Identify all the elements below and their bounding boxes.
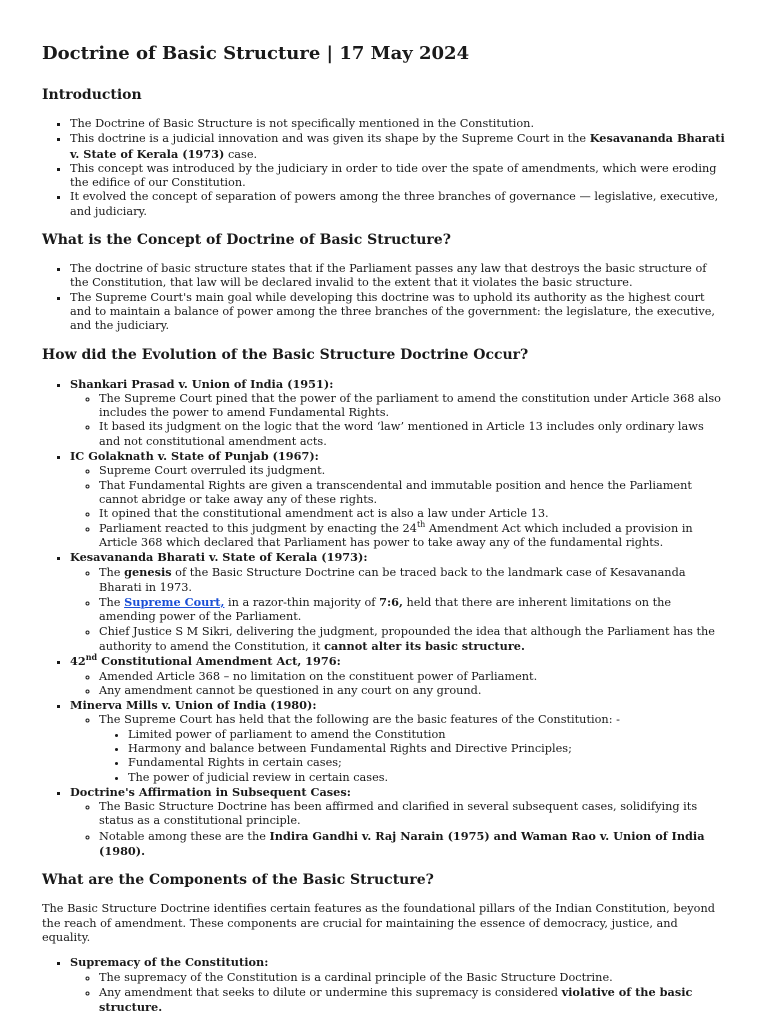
case-affirmation: ▪ Doctrine's Affirmation in Subsequent Cases: ◦ The Basic Structure Doctrine has been affirmed and clarified in several subsequent cases, solidifying its status as a constitutional principle. ◦ Notable among these are the Indira Gandhi v. Raj Narain (1975) and Waman Rao v. Union of India (1980). xyxy=(70,785,726,859)
list-item: ◦ Any amendment cannot be questioned in any court on any ground. xyxy=(99,684,726,698)
intro-list xyxy=(42,117,726,219)
list-item: ▪ The Supreme Court's main goal while developing this doctrine was to uphold its authority as the highest court and to maintain a balance of power among the three branches of the government: the legislature, the executive, and the judiciary. xyxy=(70,291,726,334)
intro-heading: Introduction xyxy=(42,87,142,103)
list-item: ◦ It based its judgment on the logic that the word ‘law’ mentioned in Article 13 includes only ordinary laws and not constitutional amendment acts. xyxy=(99,420,726,449)
list-item: ▪ The Doctrine of Basic Structure is not specifically mentioned in the Constitution. xyxy=(70,117,726,131)
concept-heading: What is the Concept of Doctrine of Basic Structure? xyxy=(42,232,451,249)
list-item: ◦ Any amendment that seeks to dilute or undermine this supremacy is considered violative of the basic structure. xyxy=(99,985,726,1016)
component-supremacy: ▪ Supremacy of the Constitution: ◦ The supremacy of the Constitution is a cardinal principle of the Basic Structure Doctrine. ◦ Any amendment that seeks to dilute or undermine this supremacy is considered violative of the basic structure. xyxy=(70,955,726,1015)
list-item: ◦ Supreme Court overruled its judgment. xyxy=(99,464,726,478)
page-title: Doctrine of Basic Structure | 17 May 2024 xyxy=(42,43,470,64)
list-item: ◦ Amended Article 368 – no limitation on the constituent power of Parliament. xyxy=(99,670,726,684)
list-item: ◦ The Supreme Court pined that the power of the parliament to amend the constitution under Article 368 also includes the power to amend Fundamental Rights. xyxy=(99,392,726,421)
list-item: • Fundamental Rights in certain cases; xyxy=(128,756,726,770)
list-item: ▪ It evolved the concept of separation of powers among the three branches of governance — legislative, executive, and judiciary. xyxy=(70,190,726,219)
list-item: ▪ This doctrine is a judicial innovation and was given its shape by the Supreme Court in the Kesavananda Bharati v. State of Kerala (1973) case. xyxy=(70,131,726,162)
components-heading: What are the Components of the Basic Structure? xyxy=(42,872,434,889)
evolution-heading: How did the Evolution of the Basic Structure Doctrine Occur? xyxy=(42,346,529,363)
list-item: ◦ Chief Justice S M Sikri, delivering the judgment, propounded the idea that although the Parliament has the authority to amend the Constitution, it cannot alter its basic structure. xyxy=(99,625,726,655)
evolution-list xyxy=(42,377,726,860)
case-kesavananda: ▪ Kesavananda Bharati v. State of Kerala (1973): ◦ The genesis of the Basic Structure Doctrine can be traced back to the landmark case of Kesavananda Bharati in 1973. ◦ The Supreme Court, in a razor-thin majority of 7:6, held that there are inherent limitations on the amending power of the Parliament. ◦ Chief Justice S M Sikri, delivering the judgment, propounded the idea that although the Parliament has the authority to amend the Constitution, it cannot alter its basic structure. xyxy=(70,550,726,654)
components-list xyxy=(42,955,726,1015)
supreme-court-link[interactable]: Supreme Court, xyxy=(124,595,225,610)
list-item: ◦ Parliament reacted to this judgment by enacting the 24th Amendment Act which included a provision in Article 368 which declared that Parliament has power to take away any of the fundamental rights. xyxy=(99,522,726,551)
case-minerva: ▪ Minerva Mills v. Union of India (1980): ◦ The Supreme Court has held that the following are the basic features of the Constitution: - • Limited power of parliament to amend the Constitution • Harmony and balance between Fundamental Rights and Directive Principles; • Fundamental Rights in certain cases; • The power of judicial review in certain cases. xyxy=(70,698,726,785)
list-item: ◦ The Basic Structure Doctrine has been affirmed and clarified in several subsequent cases, solidifying its status as a constitutional principle. xyxy=(99,800,726,829)
case-42nd-amendment: ▪ 42nd Constitutional Amendment Act, 1976: ◦ Amended Article 368 – no limitation on the constituent power of Parliament. ◦ Any amendment cannot be questioned in any court on any ground. xyxy=(70,654,726,698)
list-item: ◦ The supremacy of the Constitution is a cardinal principle of the Basic Structure Doctrine. xyxy=(99,971,726,985)
list-item: ◦ The genesis of the Basic Structure Doctrine can be traced back to the landmark case of Kesavananda Bharati in 1973. xyxy=(99,565,726,595)
list-item: • Limited power of parliament to amend the Constitution xyxy=(128,728,726,742)
case-shankari: ▪ Shankari Prasad v. Union of India (1951): ◦ The Supreme Court pined that the power of the parliament to amend the constitution under Article 368 also includes the power to amend Fundamental Rights. ◦ It based its judgment on the logic that the word ‘law’ mentioned in Article 13 includes only ordinary laws and not constitutional amendment acts. xyxy=(70,377,726,449)
list-item: ◦ Notable among these are the Indira Gandhi v. Raj Narain (1975) and Waman Rao v. Union of India (1980). xyxy=(99,829,726,860)
list-item: • The power of judicial review in certain cases. xyxy=(128,771,726,785)
case-golaknath: ▪ IC Golaknath v. State of Punjab (1967): ◦ Supreme Court overruled its judgment. ◦ That Fundamental Rights are given a transcendental and immutable position and hence the Parliament cannot abridge or take away any of these rights. ◦ It opined that the constitutional amendment act is also a law under Article 13. ◦ Parliament reacted to this judgment by enacting the 24th Amendment Act which included a provision in Article 368 which declared that Parliament has power to take away any of the fundamental rights. xyxy=(70,449,726,550)
list-item: ◦ That Fundamental Rights are given a transcendental and immutable position and hence the Parliament cannot abridge or take away any of these rights. xyxy=(99,479,726,508)
list-item: ▪ This concept was introduced by the judiciary in order to tide over the spate of amendments, which were eroding the edifice of our Constitution. xyxy=(70,162,726,191)
components-paragraph: The Basic Structure Doctrine identifies certain features as the foundational pillars of the Indian Constitution, beyond the reach of amendment. These components are crucial for maintaining the essence of democracy, justice, and equality. xyxy=(42,902,715,944)
list-item: ▪ The doctrine of basic structure states that if the Parliament passes any law that destroys the basic structure of the Constitution, that law will be declared invalid to the extent that it violates the basic structure. xyxy=(70,262,726,291)
list-item: • Harmony and balance between Fundamental Rights and Directive Principles; xyxy=(128,742,726,756)
list-item: ◦ The Supreme Court has held that the following are the basic features of the Constitution: - • Limited power of parliament to amend the Constitution • Harmony and balance between Fundamental Rights and Directive Principles; • Fundamental Rights in certain cases; • The power of judicial review in certain cases. xyxy=(99,713,726,784)
list-item: ◦ It opined that the constitutional amendment act is also a law under Article 13. xyxy=(99,507,726,521)
list-item: ◦ The Supreme Court, in a razor-thin majority of 7:6, held that there are inherent limitations on the amending power of the Parliament. xyxy=(99,595,726,625)
concept-list xyxy=(42,262,726,333)
